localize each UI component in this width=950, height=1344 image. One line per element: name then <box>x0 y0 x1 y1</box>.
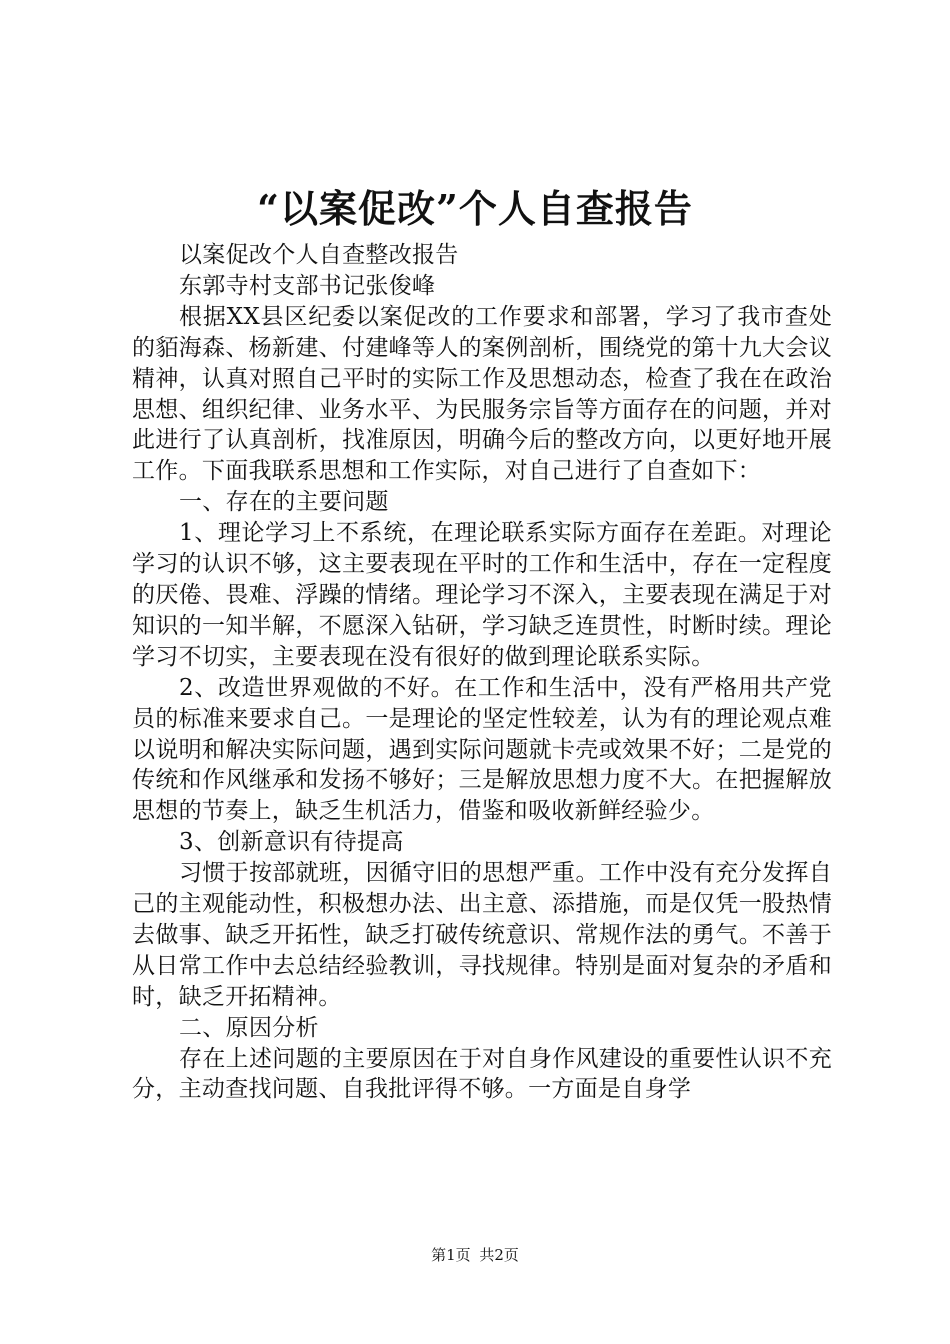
page-number: 第1页 <box>431 1246 471 1264</box>
problem-3-paragraph: 习惯于按部就班，因循守旧的思想严重。工作中没有充分发挥自己的主观能动性，积极想办法、出主意、添措施，而是仅凭一股热情去做事、缺乏开拓性，缺乏打破传统意识、常规作法的勇气。不善于从日常工作中去总结经验教训，寻找规律。特别是面对复杂的矛盾和时，缺乏开拓精神。 <box>132 860 832 1010</box>
section-heading-problems: 一、存在的主要问题 <box>179 489 389 516</box>
document-body <box>132 240 832 1105</box>
section-heading-causes: 二、原因分析 <box>179 1014 319 1041</box>
author-line: 东郭寺村支部书记张俊峰 <box>179 272 436 299</box>
subtitle: 以案促改个人自查整改报告 <box>179 242 459 268</box>
intro-paragraph: 根据XX县区纪委以案促改的工作要求和部署，学习了我市查处的貊海森、杨新建、付建峰等人的案例剖析，围绕党的第十九大会议精神，认真对照自己平时的实际工作及思想动态，检查了我在在政治思想、组织纪律、业务水平、为民服务宗旨等方面存在的问题，并对此进行了认真剖析，找准原因，明确今后的整改方向，以更好地开展工作。下面我联系思想和工作实际，对自己进行了自查如下： <box>132 303 832 485</box>
page-footer <box>0 1245 950 1265</box>
problem-3-heading: 3、创新意识有待提高 <box>179 829 404 856</box>
problem-1-paragraph: 1、理论学习上不系统，在理论联系实际方面存在差距。对理论学习的认识不够，这主要表现在平时的工作和生活中，存在一定程度的厌倦、畏难、浮躁的情绪。理论学习不深入，主要表现在满足于对知识的一知半解，不愿深入钻研，学习缺乏连贯性，时断时续。理论学习不切实，主要表现在没有很好的做到理论联系实际。 <box>132 520 832 670</box>
causes-paragraph: 存在上述问题的主要原因在于对自身作风建设的重要性认识不充分，主动查找问题、自我批评得不够。一方面是自身学 <box>132 1045 832 1103</box>
document-title: “以案促改”个人自查报告 <box>257 186 693 231</box>
problem-2-paragraph: 2、改造世界观做的不好。在工作和生活中，没有严格用共产党员的标准来要求自己。一是理论的坚定性较差，认为有的理论观点难以说明和解决实际问题，遇到实际问题就卡壳或效果不好；二是党的传统和作风继承和发扬不够好；三是解放思想力度不大。在把握解放思想的节奏上，缺乏生机活力，借鉴和吸收新鲜经验少。 <box>132 674 832 825</box>
page-total: 共2页 <box>479 1246 519 1264</box>
